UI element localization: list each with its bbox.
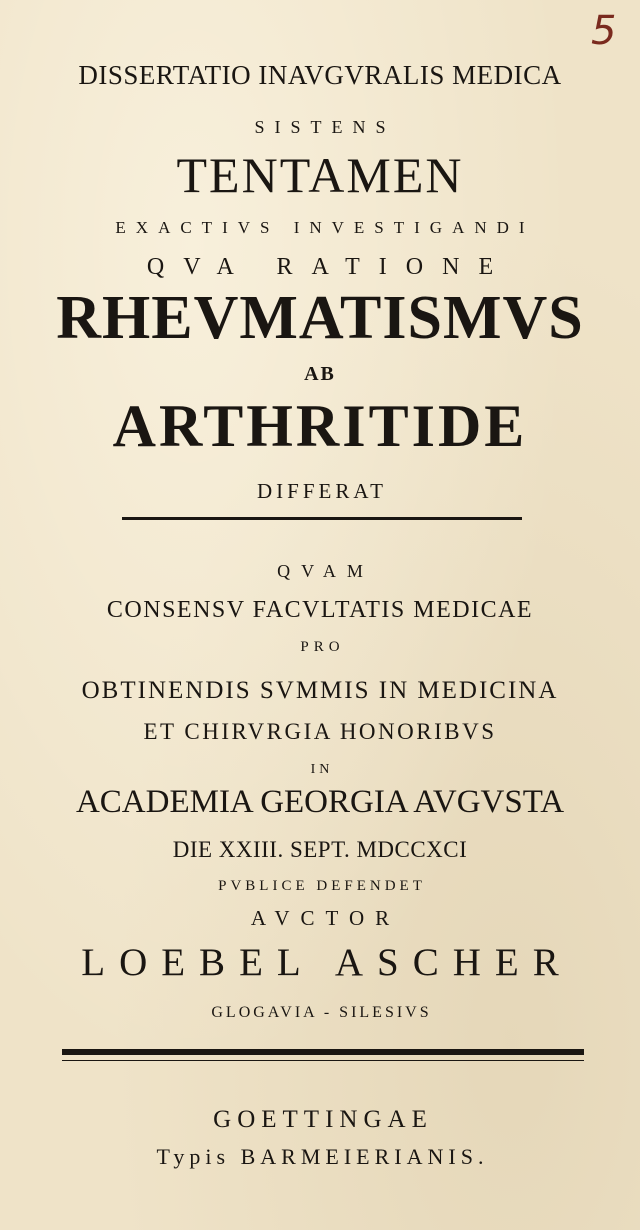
exactivs-line: EXACTIVS INVESTIGANDI	[115, 218, 535, 237]
qva-ratione-line: QVA RATIONE	[146, 254, 513, 280]
tentamen-line: TENTAMEN	[176, 147, 464, 203]
pvblice-defendet-line: PVBLICE DEFENDET	[218, 878, 426, 894]
differat-line: DIFFERAT	[256, 479, 388, 503]
divider-rule-upper	[122, 517, 522, 520]
divider-rule-thin	[62, 1060, 584, 1061]
printer-line: Typis BARMEIERIANIS.	[156, 1144, 489, 1169]
pro-line: PRO	[300, 639, 345, 655]
author-name-line: LOEBEL ASCHER	[81, 941, 573, 984]
arthritide-line: ARTHRITIDE	[112, 393, 528, 459]
et-chirvrgia-line: ET CHIRVRGIA HONORIBVS	[143, 719, 497, 744]
in-line: IN	[310, 762, 334, 777]
page-number: 5	[591, 8, 617, 54]
divider-rule-thick	[62, 1049, 584, 1055]
qvam-line: QVAM	[277, 561, 374, 581]
academia-line: ACADEMIA GEORGIA AVGVSTA	[75, 784, 565, 820]
glogavia-line: GLOGAVIA - SILESIVS	[211, 1004, 432, 1021]
ab-line: AB	[304, 363, 336, 385]
sistens-line: SISTENS	[254, 117, 396, 137]
goettingae-line: GOETTINGAE	[213, 1106, 433, 1133]
consensv-line: CONSENSV FACVLTATIS MEDICAE	[106, 597, 534, 623]
rhevmatismvs-line: RHEVMATISMVS	[56, 284, 584, 352]
dissertatio-heading: DISSERTATIO INAVGVRALIS MEDICA	[78, 60, 562, 90]
avctor-line: AVCTOR	[250, 906, 401, 930]
date-line: DIE XXIII. SEPT. MDCCXCI	[172, 837, 468, 862]
obtinendis-line: OBTINENDIS SVMMIS IN MEDICINA	[81, 677, 559, 704]
